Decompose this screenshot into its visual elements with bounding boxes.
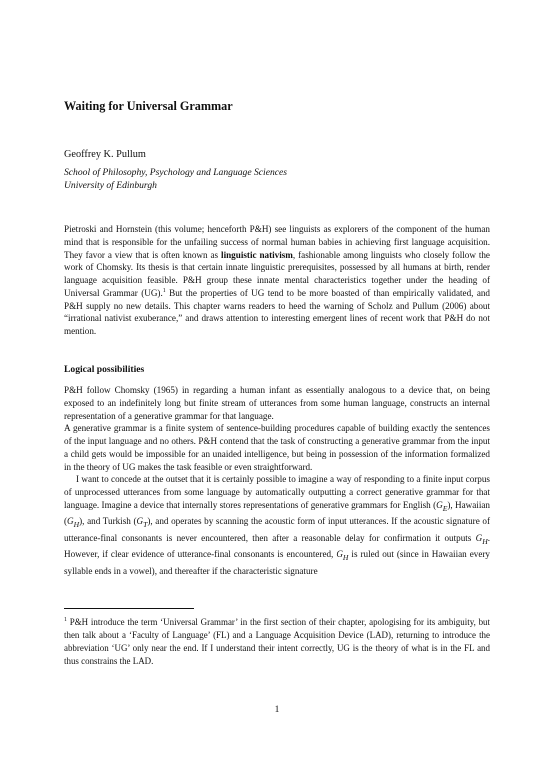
page-number: 1 [274, 705, 280, 715]
section-paragraph-3 [64, 473, 490, 578]
grammar-symbol: G [136, 516, 144, 527]
footnote-divider [64, 608, 194, 609]
grammar-subscript: H [73, 520, 80, 530]
section-body [64, 384, 490, 578]
grammar-subscript: T [143, 520, 148, 530]
affiliation [64, 166, 287, 192]
p3-text-e: . However, if clear evidence of utterance-final consonants is encountered, [64, 532, 490, 560]
grammar-subscript: H [482, 536, 488, 546]
abstract [64, 223, 490, 338]
abstract-text-3: But the properties of UG tend to be more boasted of than empirically validated, and P&H supply no new details. This chapter warns readers to heed the warning of Scholz and Pullum (2006) about “irrational nativist exuberance,” and draws attention to interesting emergent lines of recent work that P&H do not mention. [64, 287, 490, 336]
grammar-symbol: G [67, 516, 74, 527]
abstract-text-2: , fashionable among linguists who closely follow the work of Chomsky. Its thesis is that certain innate linguistic prerequisites, possessed by all humans at birth, render language acquisition feasible. P&H group these innate mental characteristics together under the heading of Universal Grammar (UG). [64, 249, 490, 298]
paper-title: Waiting for Universal Grammar [64, 99, 233, 113]
footnote [64, 616, 490, 668]
grammar-subscript: E [442, 503, 448, 513]
affiliation-school: School of Philosophy, Psychology and Language Sciences [64, 167, 288, 178]
grammar-symbol: G [475, 532, 483, 543]
affiliation-university: University of Edinburgh [64, 180, 157, 191]
linguistic-nativism-term: linguistic nativism [221, 249, 293, 260]
p3-text-f: is ruled out (since in Hawaiian every syllable ends in a vowel), and thereafter if the characteristic signature [64, 549, 490, 577]
p3-text-c: ), and Turkish ( [79, 516, 137, 527]
section-paragraph-2: A generative grammar is a finite system of sentence-building procedures capable of building exactly the sentences of the input language and no others. P&H contend that the task of constructing a generative grammar from the input a child gets would be impossible for an unaided intelligence, but being in possession of the information formalized in the theory of UG makes the task feasible or even straightforward. [64, 423, 490, 472]
footnote-reference[interactable]: 1 [162, 287, 166, 294]
abstract-text-1: Pietroski and Hornstein (this volume; henceforth P&H) see linguists as explorers of the component of the human mind that is responsible for the unfailing success of normal human babies in achieving first language acquisition. They favor a view that is often known as [64, 224, 490, 260]
abstract-paragraph [64, 223, 490, 338]
section-heading: Logical possibilities [64, 364, 145, 375]
author-name: Geoffrey K. Pullum [64, 149, 146, 160]
grammar-symbol: G [436, 499, 443, 510]
grammar-symbol: G [336, 549, 343, 560]
footnote-marker: 1 [64, 617, 67, 624]
section-paragraph-1: P&H follow Chomsky (1965) in regarding a human infant as essentially analogous to a device that, on being exposed to an indefinitely long but finite stream of utterances from some human language, constructs an internal representation of a generative grammar for that language. [64, 385, 490, 421]
p3-text-a: I want to concede at the outset that it is certainly possible to imagine a way of responding to a finite input corpus of unprocessed utterances from some language by automatically outputting a correct generative grammar for that language. Imagine a device that internally stores representations of generative grammars for English ( [64, 474, 490, 510]
footnote-text: P&H introduce the term ‘Universal Grammar’ in the first section of their chapter, apologising for its ambiguity, but then talk about a ‘Faculty of Language’ (FL) and a Language Acquisition Device (LAD), returning to introduce the abbreviation ‘UG’ only near the end. If I understand their intent correctly, UG is the theory of what is in the FL and thus constrains the LAD. [64, 617, 490, 667]
p3-text-b: ), Hawaiian ( [64, 499, 490, 527]
grammar-subscript: H [342, 553, 349, 563]
p3-text-d: ), and operates by scanning the acoustic form of input utterances. If the acoustic signature of utterance-final consonants is never encountered, then after a reasonable delay for confirmation it outputs [64, 516, 490, 543]
